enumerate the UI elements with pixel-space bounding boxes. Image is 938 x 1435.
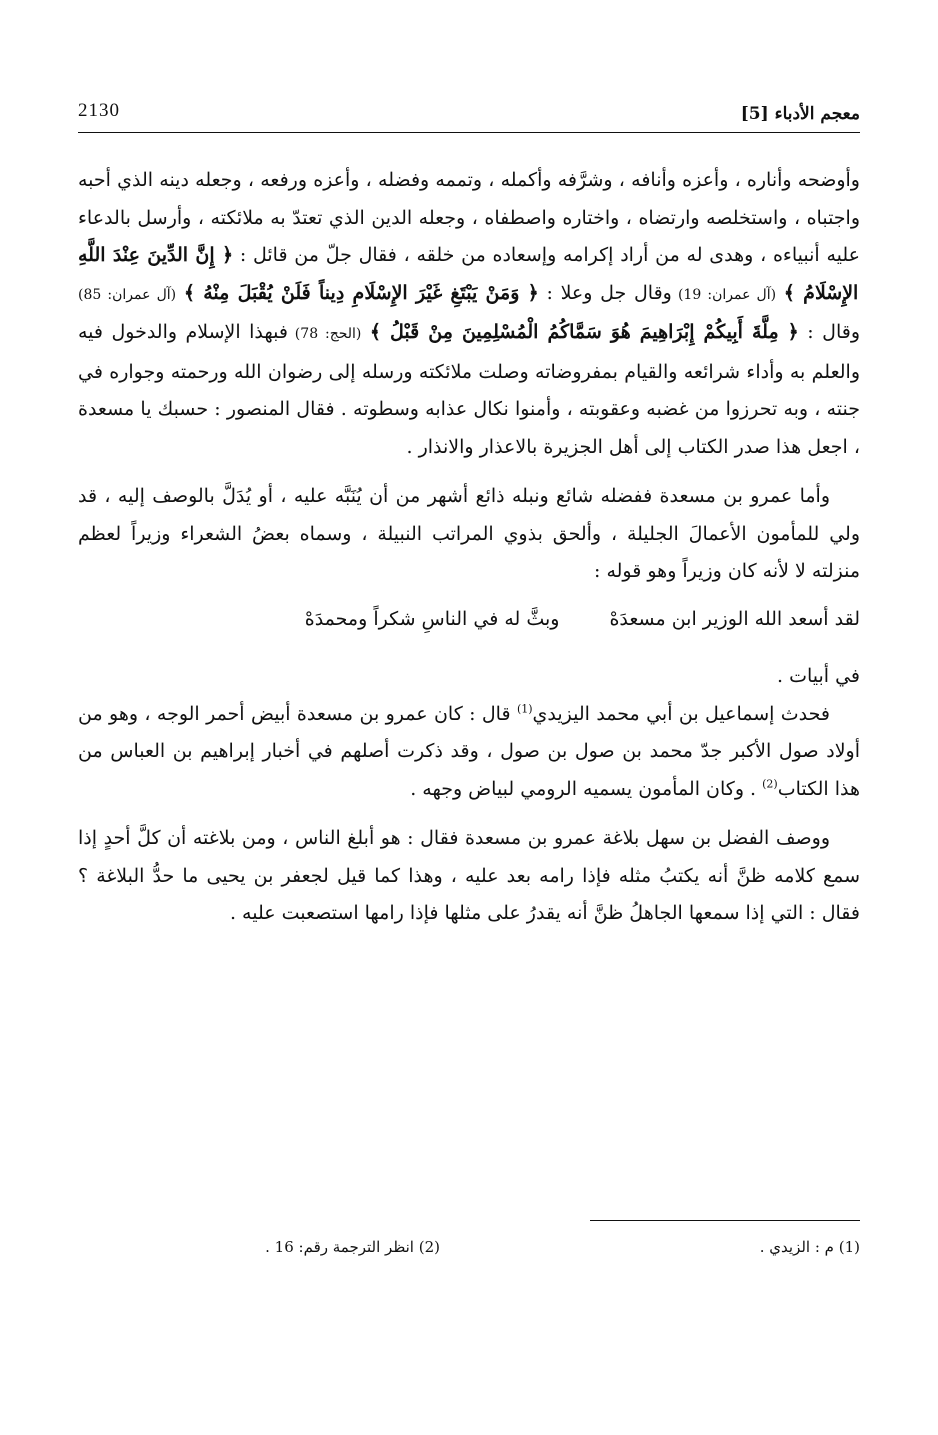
paragraph-3: في أبيات . [776, 665, 860, 687]
page-header [78, 96, 860, 133]
text-segment: . وكان المأمون يسميه الرومي لبياض وجهه . [410, 777, 763, 800]
verse-reference: (آل عمران: 19) [671, 286, 777, 303]
main-text [78, 162, 860, 933]
footnote-1: (1) م : الزيدي . [759, 1238, 860, 1256]
text-segment: فحدث إسماعيل بن أبي محمد اليزيدي [532, 702, 830, 725]
paragraph-4 [78, 696, 860, 809]
text-segment: فبهذا الإسلام والدخول فيه والعلم به وأداء شرائعه والقيام بمفروضاته وصلت ملائكته ورسله إلى رضوان الله ورحمته وجواره في جنته ، وبه تحرزوا من غضبه وعقوبته ، وأمنوا نكال عذابه وسطوته . فقال المنصور : حسبك يا مسعدة ، اجعل هذا صدر الكتاب إلى أهل الجزيرة بالاعذار والانذار . [78, 321, 860, 458]
poetry-verse [78, 601, 860, 639]
footnote-2: (2) انظر الترجمة رقم: 16 . [265, 1238, 440, 1256]
quran-verse: ﴿ مِلَّةَ أَبِيكُمْ إِبْرَاهِيمَ هُوَ سَمَّاكُمُ الْمُسْلِمِينَ مِنْ قَبْلُ ﴾ [369, 321, 799, 343]
footnote-marker: (1) [516, 702, 533, 716]
running-title: معجم الأدباء [5] [740, 104, 860, 124]
verse-reference: (الحج: 78) [287, 326, 362, 342]
verse-hemistich-second: وبثَّ له في الناسِ شكراً ومحمدَهْ [304, 607, 560, 630]
paragraph-1 [78, 162, 860, 466]
quran-verse: ﴿ وَمَنْ يَبْتَغِ غَيْرَ الإِسْلَامِ دِيناً فَلَنْ يُقْبَلَ مِنْهُ ﴾ [183, 281, 539, 304]
text-segment: وأوضحه وأناره ، وأعزه وأنافه ، وشرَّفه وأكمله ، وتممه وفضله ، وأعزه ورفعه ، وجعله دينه الذي أحبه واجتباه ، واستخلصه وارتضاه ، واختاره واصطفاه ، وجعله الدين الذي تعتدّ به ملائكته ، وأرسل بالدعاء عليه أنبياءه ، وهدى له من أراد إكرامه وإسعاده من خلقه ، فقال جلّ من قائل : [78, 169, 860, 266]
paragraph-gap [78, 466, 860, 478]
paragraph-5: ووصف الفضل بن سهل بلاغة عمرو بن مسعدة فقال : هو أبلغ الناس ، ومن بلاغته أن كلَّ أحدٍ إذا سمع كلامه ظنَّ أنه يكتبُ مثله فإذا رامه بعد عليه ، وهذا كما قيل لجعفر بن يحيى ما حدُّ البلاغة ؟ فقال : التي إذا سمعها الجاهلُ ظنَّ أنه يقدرُ على مثلها فإذا رامها استصعبت عليه . [78, 827, 860, 924]
text-segment: قال : كان عمرو بن مسعدة أبيض أحمر الوجه ، وهو من أولاد صول الأكبر جدّ محمد بن صول بن صول ، وقد ذكرت أصلهم في أخبار إبراهيم بن العباس من هذا الكتاب [78, 702, 860, 800]
paragraph-2: وأما عمرو بن مسعدة ففضله شائع ونبله ذائع أشهر من أن يُنَبَّه عليه ، أو يُدَلَّ بالوصف إليه ، قد ولي للمأمون الأعمالَ الجليلة ، وألحق بذوي المراتب النبيلة ، وسماه بعضُ الشعراء وزيراً لعظم منزلته لا لأنه كان وزيراً وهو قوله : [78, 485, 860, 582]
page-number: 2130 [78, 100, 120, 121]
verse-reference: (آل عمران: 85) [78, 286, 177, 303]
text-segment: وقال جل وعلا : [538, 281, 672, 304]
footnote-marker: (2) [762, 777, 778, 791]
paragraph-gap [78, 808, 860, 820]
text-segment: وقال : [798, 321, 860, 343]
quran-verse: ﴿ إِنَّ الدِّينَ عِنْدَ اللَّهِ الإِسْلَامُ ﴾ [78, 244, 859, 304]
footnote-divider [590, 1220, 860, 1221]
verse-hemistich-first: لقد أسعد الله الوزير ابن مسعدَهْ [609, 607, 860, 630]
